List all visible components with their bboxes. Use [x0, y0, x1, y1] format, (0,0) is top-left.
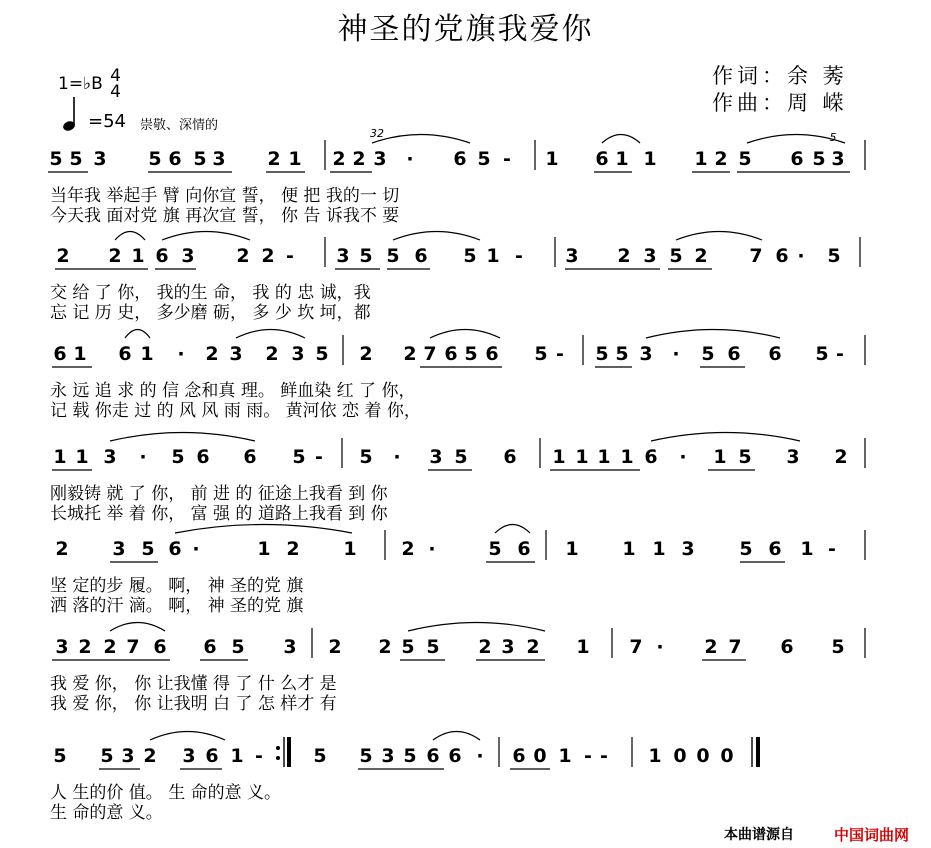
- note-1-6: 5: [193, 148, 207, 170]
- note-3-20: 5: [615, 343, 629, 365]
- note-1-8: 2: [267, 148, 281, 170]
- note-2-10: 5: [359, 245, 373, 267]
- note-4-22: 5: [738, 446, 752, 468]
- note-5-7: 2: [286, 538, 300, 560]
- note-7-7: 1: [230, 745, 244, 767]
- note-2-7: 2: [261, 245, 275, 267]
- note-1-11: 2: [352, 148, 366, 170]
- note-1-13: ·: [406, 148, 414, 170]
- lyric-line-1-row-2: 交 给 了 你， 我的生 命， 我 的 忠 诚，我: [50, 283, 371, 303]
- note-5-6: 1: [257, 538, 271, 560]
- slur-6-2: [408, 623, 545, 632]
- note-6-2: 2: [78, 636, 92, 658]
- note-1-5: 6: [168, 148, 182, 170]
- note-1-22: 2: [714, 148, 728, 170]
- note-1-25: 5: [812, 148, 826, 170]
- note-3-13: 7: [423, 343, 437, 365]
- note-4-2: 1: [75, 446, 89, 468]
- repeat-dot-bottom: [276, 756, 280, 760]
- note-2-16: 3: [565, 245, 579, 267]
- note-2-6: 2: [236, 245, 250, 267]
- note-7-1: 5: [53, 745, 67, 767]
- note-6-12: 5: [426, 636, 440, 658]
- note-4-8: 5: [292, 446, 306, 468]
- lyric-line-1-row-7: 人 生的价 值。 生 命的意 义。: [50, 783, 282, 803]
- note-7-11: 3: [381, 745, 395, 767]
- lyric-line-2-row-6: 我 爱 你， 你 让我明 白 了 怎 样才 有: [50, 694, 337, 714]
- note-3-8: 2: [265, 343, 279, 365]
- slur-5-1: [175, 525, 352, 534]
- note-3-5: ·: [177, 343, 185, 365]
- note-7-5: 3: [182, 745, 196, 767]
- note-2-9: 3: [336, 245, 350, 267]
- note-2-19: 5: [669, 245, 683, 267]
- note-5-2: 3: [112, 538, 126, 560]
- note-1-1: 5: [49, 148, 63, 170]
- lyric-line-1-row-6: 我 爱 你， 你 让我懂 得 了 什 么才 是: [50, 674, 337, 694]
- slur-2-3: [393, 232, 480, 241]
- note-3-17: 5: [534, 343, 548, 365]
- note-3-2: 1: [73, 343, 87, 365]
- note-7-21: 1: [648, 745, 662, 767]
- note-2-5: 3: [181, 245, 195, 267]
- note-5-5: ·: [192, 538, 200, 560]
- lyric-line-1-row-1: 当年我 举起手 臂 向你宣 誓， 便 把 我的一 切: [50, 186, 400, 206]
- note-4-10: 5: [359, 446, 373, 468]
- note-6-13: 2: [478, 636, 492, 658]
- note-1-16: -: [503, 148, 511, 170]
- note-1-26: 3: [831, 148, 845, 170]
- note-2-8: -: [286, 245, 294, 267]
- slur-4-2: [651, 433, 800, 442]
- lyric-line-2-row-1: 今天我 面对党 旗 再次宣 誓， 你 告 诉我不 要: [50, 206, 400, 226]
- note-4-16: 1: [575, 446, 589, 468]
- note-7-15: ·: [476, 745, 484, 767]
- slur-4-1: [110, 433, 255, 442]
- note-3-27: -: [836, 343, 844, 365]
- note-1-10: 2: [332, 148, 346, 170]
- note-7-19: -: [584, 745, 592, 767]
- note-7-10: 5: [359, 745, 373, 767]
- tempo-marking: =54: [88, 111, 126, 132]
- note-6-10: 2: [378, 636, 392, 658]
- note-7-24: 0: [720, 745, 734, 767]
- slur-2-2: [162, 232, 250, 241]
- note-5-11: 5: [488, 538, 502, 560]
- note-6-4: 7: [126, 636, 140, 658]
- note-2-14: 1: [486, 245, 500, 267]
- note-5-14: 1: [622, 538, 636, 560]
- lyric-line-2-row-2: 忘 记 历 史， 多少磨 砺， 多 少 坎 坷，都: [50, 303, 371, 323]
- note-5-17: 5: [739, 538, 753, 560]
- lyric-line-1-row-5: 坚 定的步 履。 啊， 神 圣的党 旗: [50, 576, 304, 596]
- key-label: 1=♭B: [58, 74, 103, 94]
- note-4-23: 3: [786, 446, 800, 468]
- note-6-18: ·: [656, 636, 664, 658]
- note-4-20: ·: [679, 446, 687, 468]
- composer-credit: 作曲：周 嵘: [712, 91, 848, 115]
- grace-note-1-2: 5: [829, 131, 837, 144]
- note-7-12: 5: [403, 745, 417, 767]
- note-6-15: 2: [526, 636, 540, 658]
- note-7-20: -: [600, 745, 608, 767]
- lyric-line-1-row-3: 永 远 追 求 的 信 念和真 理。 鲜血染 红 了 你，: [50, 381, 416, 401]
- note-1-20: 1: [643, 148, 657, 170]
- note-7-6: 6: [205, 745, 219, 767]
- note-3-22: ·: [672, 343, 680, 365]
- note-6-6: 6: [203, 636, 217, 658]
- note-7-18: 1: [558, 745, 572, 767]
- slur-3-2: [236, 330, 305, 339]
- note-1-23: 5: [738, 148, 752, 170]
- note-5-12: 6: [517, 538, 531, 560]
- note-1-18: 6: [595, 148, 609, 170]
- note-5-3: 5: [141, 538, 155, 560]
- note-6-17: 7: [629, 636, 643, 658]
- note-1-21: 1: [694, 148, 708, 170]
- note-7-3: 3: [121, 745, 135, 767]
- note-4-21: 1: [713, 446, 727, 468]
- note-7-9: 5: [313, 745, 327, 767]
- note-3-16: 6: [485, 343, 499, 365]
- note-5-13: 1: [565, 538, 579, 560]
- song-title: 神圣的党旗我爱你: [337, 12, 594, 47]
- note-5-16: 3: [681, 538, 695, 560]
- note-5-1: 2: [55, 538, 69, 560]
- repeat-dot-top: [276, 746, 280, 750]
- note-2-1: 2: [56, 245, 70, 267]
- lyric-line-2-row-5: 洒 落的汗 滴。 啊， 神 圣的党 旗: [50, 596, 304, 616]
- note-2-3: 1: [131, 245, 145, 267]
- note-4-4: ·: [139, 446, 147, 468]
- slur-2-4: [676, 232, 762, 241]
- note-3-9: 3: [291, 343, 305, 365]
- lyric-line-1-row-4: 刚毅铸 就 了 你， 前 进 的 征途上我看 到 你: [50, 484, 388, 504]
- note-5-20: -: [828, 538, 836, 560]
- note-6-5: 6: [153, 636, 167, 658]
- note-2-15: -: [515, 245, 523, 267]
- note-6-8: 3: [283, 636, 297, 658]
- note-2-2: 2: [108, 245, 122, 267]
- note-1-4: 5: [148, 148, 162, 170]
- note-2-20: 2: [694, 245, 708, 267]
- note-4-15: 1: [552, 446, 566, 468]
- note-4-13: 5: [454, 446, 468, 468]
- note-2-24: 5: [827, 245, 841, 267]
- note-2-12: 6: [414, 245, 428, 267]
- note-1-19: 1: [615, 148, 629, 170]
- note-1-15: 5: [477, 148, 491, 170]
- slur-3-1: [125, 330, 150, 339]
- note-3-19: 5: [595, 343, 609, 365]
- note-3-12: 2: [403, 343, 417, 365]
- note-6-7: 5: [231, 636, 245, 658]
- note-4-17: 1: [597, 446, 611, 468]
- note-4-18: 1: [620, 446, 634, 468]
- expression-marking: 崇敬、深情的: [140, 118, 219, 133]
- note-3-23: 5: [701, 343, 715, 365]
- note-4-11: ·: [393, 446, 401, 468]
- note-2-17: 2: [617, 245, 631, 267]
- note-3-6: 2: [205, 343, 219, 365]
- slur-7-1: [150, 732, 225, 741]
- note-1-17: 1: [545, 148, 559, 170]
- note-4-9: -: [315, 446, 323, 468]
- grace-note-1-1: 32: [370, 127, 384, 140]
- slur-5-2: [495, 525, 530, 534]
- note-2-4: 6: [155, 245, 169, 267]
- note-1-9: 1: [288, 148, 302, 170]
- note-6-22: 5: [831, 636, 845, 658]
- note-7-8: -: [255, 745, 263, 767]
- note-5-4: 6: [168, 538, 182, 560]
- note-4-24: 2: [834, 446, 848, 468]
- note-3-18: -: [556, 343, 564, 365]
- note-7-4: 2: [143, 745, 157, 767]
- note-4-19: 6: [644, 446, 658, 468]
- note-7-22: 0: [673, 745, 687, 767]
- source-label: 本曲谱源自: [724, 827, 794, 843]
- note-1-7: 3: [212, 148, 226, 170]
- note-7-13: 6: [426, 745, 440, 767]
- note-4-7: 6: [243, 446, 257, 468]
- note-4-14: 6: [503, 446, 517, 468]
- note-6-1: 3: [55, 636, 69, 658]
- lyric-line-2-row-3: 记 载 你走 过 的 风 风 雨 雨。 黄河依 恋 着 你，: [50, 401, 421, 421]
- lyric-line-2-row-4: 长城托 举 着 你， 富 强 的 道路上我看 到 你: [50, 504, 388, 524]
- note-6-21: 6: [780, 636, 794, 658]
- lyricist-credit: 作词：余 莠: [712, 64, 848, 88]
- note-6-11: 5: [401, 636, 415, 658]
- note-1-24: 6: [790, 148, 804, 170]
- note-2-13: 5: [463, 245, 477, 267]
- note-1-3: 3: [93, 148, 107, 170]
- note-3-21: 3: [639, 343, 653, 365]
- note-3-3: 6: [118, 343, 132, 365]
- note-3-25: 6: [768, 343, 782, 365]
- note-4-3: 3: [103, 446, 117, 468]
- note-6-20: 7: [728, 636, 742, 658]
- lyric-line-2-row-7: 生 命的意 义。: [50, 803, 163, 823]
- note-5-15: 1: [652, 538, 666, 560]
- note-5-19: 1: [800, 538, 814, 560]
- note-2-21: 7: [749, 245, 763, 267]
- note-3-1: 6: [53, 343, 67, 365]
- note-3-10: 5: [315, 343, 329, 365]
- note-2-23: ·: [797, 245, 805, 267]
- note-6-19: 2: [704, 636, 718, 658]
- note-7-23: 0: [696, 745, 710, 767]
- slur-7-2: [433, 732, 480, 741]
- note-3-26: 5: [815, 343, 829, 365]
- slur-3-4: [646, 330, 780, 339]
- note-3-14: 6: [444, 343, 458, 365]
- note-2-18: 3: [643, 245, 657, 267]
- note-6-9: 2: [328, 636, 342, 658]
- note-6-3: 2: [103, 636, 117, 658]
- note-7-16: 6: [512, 745, 526, 767]
- note-4-12: 3: [429, 446, 443, 468]
- note-1-2: 5: [69, 148, 83, 170]
- note-3-4: 1: [140, 343, 154, 365]
- note-7-14: 6: [448, 745, 462, 767]
- note-4-1: 1: [53, 446, 67, 468]
- slur-3-3: [430, 330, 500, 339]
- note-7-17: 0: [533, 745, 547, 767]
- note-6-16: 1: [576, 636, 590, 658]
- slur-1-2: [602, 135, 640, 144]
- note-2-11: 5: [386, 245, 400, 267]
- slur-2-1: [115, 232, 145, 241]
- note-3-11: 2: [359, 343, 373, 365]
- note-5-10: ·: [428, 538, 436, 560]
- note-2-22: 6: [775, 245, 789, 267]
- source-site: 中国词曲网: [834, 826, 910, 844]
- time-signature-bottom: 4: [110, 82, 121, 102]
- note-5-18: 6: [768, 538, 782, 560]
- note-3-7: 3: [229, 343, 243, 365]
- note-1-12: 3: [373, 148, 387, 170]
- note-4-6: 6: [196, 446, 210, 468]
- slur-6-1: [110, 623, 165, 632]
- note-6-14: 3: [501, 636, 515, 658]
- note-4-5: 5: [171, 446, 185, 468]
- note-5-8: 1: [343, 538, 357, 560]
- note-7-2: 5: [100, 745, 114, 767]
- note-5-9: 2: [401, 538, 415, 560]
- note-1-14: 6: [453, 148, 467, 170]
- slur-1-1: [372, 135, 470, 144]
- note-3-15: 5: [464, 343, 478, 365]
- time-signature-top: 4: [110, 66, 121, 86]
- note-3-24: 6: [727, 343, 741, 365]
